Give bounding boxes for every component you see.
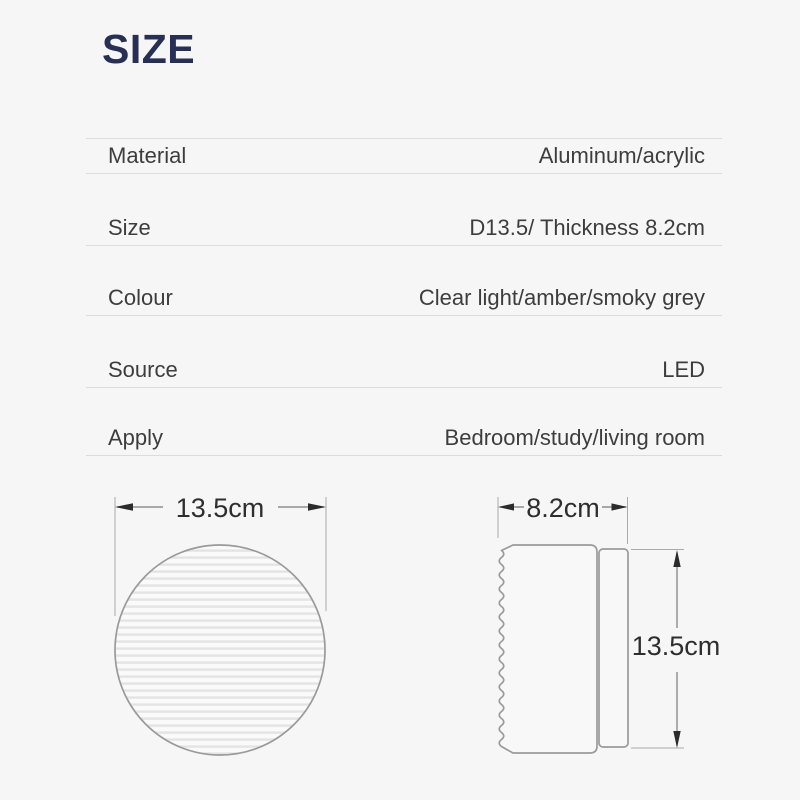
spec-label: Apply <box>108 425 164 450</box>
spec-row-apply <box>86 388 722 456</box>
arrow-up-icon <box>673 550 680 567</box>
spec-label: Source <box>108 357 178 382</box>
spec-label: Colour <box>108 285 173 310</box>
arrow-left-icon <box>498 503 514 510</box>
page-title: SIZE <box>102 26 196 72</box>
arrow-down-icon <box>673 731 680 748</box>
lamp-front-circle <box>115 545 325 755</box>
front-view-diagram <box>115 493 326 755</box>
thickness-label: 8.2cm <box>526 493 600 523</box>
arrow-left-icon <box>115 503 133 511</box>
arrow-right-icon <box>612 503 628 510</box>
height-dimension <box>632 550 721 748</box>
spec-row-size <box>86 174 722 246</box>
spec-table <box>86 138 722 456</box>
side-view-diagram <box>498 493 720 753</box>
lamp-side-body <box>499 545 597 753</box>
spec-value: Clear light/amber/smoky grey <box>418 285 705 310</box>
spec-value: LED <box>662 357 705 382</box>
arrow-right-icon <box>308 503 326 511</box>
spec-value: Aluminum/acrylic <box>538 143 705 168</box>
spec-row-material <box>86 139 722 174</box>
height-label: 13.5cm <box>631 631 721 661</box>
diameter-label: 13.5cm <box>175 493 265 523</box>
lamp-mount-plate <box>599 549 628 747</box>
spec-row-source <box>86 316 722 388</box>
spec-row-colour <box>86 246 722 316</box>
diameter-dimension <box>115 493 326 523</box>
thickness-dimension <box>498 493 628 523</box>
spec-label: Size <box>108 215 151 240</box>
dimension-diagrams <box>0 470 800 800</box>
spec-label: Material <box>108 143 187 168</box>
spec-value: Bedroom/study/living room <box>444 425 705 450</box>
spec-value: D13.5/ Thickness 8.2cm <box>469 215 705 240</box>
